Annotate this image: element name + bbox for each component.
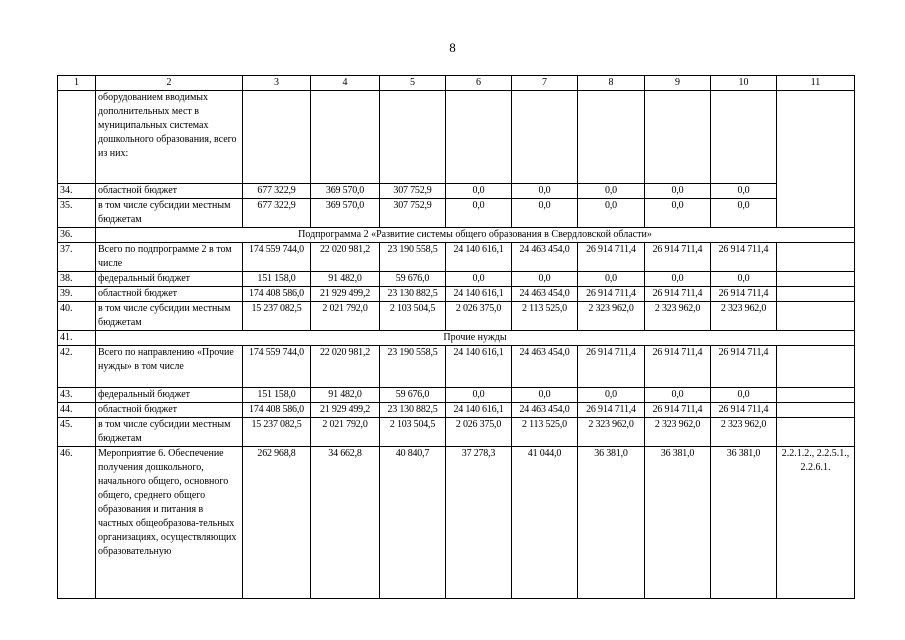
table-row bbox=[58, 403, 855, 418]
value-cell: 15 237 082,5 bbox=[243, 302, 311, 331]
value-cell: 0,0 bbox=[512, 272, 578, 287]
value-cell: 2 323 962,0 bbox=[578, 302, 645, 331]
value-cell: 0,0 bbox=[446, 272, 512, 287]
row-number-cell: 41. bbox=[58, 331, 96, 346]
value-cell: 0,0 bbox=[512, 184, 578, 199]
header-cell: 6 bbox=[446, 76, 512, 91]
value-cell: 2 026 375,0 bbox=[446, 418, 512, 447]
value-cell: 2 021 792,0 bbox=[311, 418, 380, 447]
value-cell: 23 190 558,5 bbox=[380, 346, 446, 388]
value-cell: 174 408 586,0 bbox=[243, 287, 311, 302]
value-cell: 21 929 499,2 bbox=[311, 403, 380, 418]
empty-cell bbox=[512, 91, 578, 184]
row-number-cell: 42. bbox=[58, 346, 96, 388]
value-cell: 0,0 bbox=[578, 199, 645, 228]
row-description: областной бюджет bbox=[96, 184, 243, 199]
header-cell: 9 bbox=[645, 76, 711, 91]
value-cell: 2 103 504,5 bbox=[380, 418, 446, 447]
empty-cell bbox=[711, 91, 777, 184]
value-cell: 21 929 499,2 bbox=[311, 287, 380, 302]
value-cell: 24 463 454,0 bbox=[512, 243, 578, 272]
row-description: областной бюджет bbox=[96, 287, 243, 302]
row-description: федеральный бюджет bbox=[96, 272, 243, 287]
header-row bbox=[58, 76, 855, 91]
header-cell: 7 bbox=[512, 76, 578, 91]
header-cell: 5 bbox=[380, 76, 446, 91]
value-cell: 24 140 616,1 bbox=[446, 243, 512, 272]
ref-cell bbox=[777, 403, 855, 418]
value-cell: 41 044,0 bbox=[512, 447, 578, 599]
value-cell: 2 323 962,0 bbox=[711, 302, 777, 331]
empty-cell bbox=[578, 91, 645, 184]
value-cell: 2 323 962,0 bbox=[711, 418, 777, 447]
value-cell: 26 914 711,4 bbox=[645, 346, 711, 388]
continuation-row bbox=[58, 91, 855, 184]
value-cell: 26 914 711,4 bbox=[711, 346, 777, 388]
value-cell: 307 752,9 bbox=[380, 184, 446, 199]
value-cell: 23 130 882,5 bbox=[380, 287, 446, 302]
table-row bbox=[58, 418, 855, 447]
value-cell: 369 570,0 bbox=[311, 184, 380, 199]
value-cell: 15 237 082,5 bbox=[243, 418, 311, 447]
value-cell: 369 570,0 bbox=[311, 199, 380, 228]
row-description: федеральный бюджет bbox=[96, 388, 243, 403]
value-cell: 26 914 711,4 bbox=[711, 243, 777, 272]
ref-cell bbox=[777, 91, 855, 228]
value-cell: 24 463 454,0 bbox=[512, 403, 578, 418]
row-description: областной бюджет bbox=[96, 403, 243, 418]
value-cell: 36 381,0 bbox=[578, 447, 645, 599]
header-cell: 1 bbox=[58, 76, 96, 91]
value-cell: 23 130 882,5 bbox=[380, 403, 446, 418]
row-number-cell: 36. bbox=[58, 228, 96, 243]
page-number: 8 bbox=[449, 40, 456, 55]
ref-cell bbox=[777, 418, 855, 447]
header-cell: 10 bbox=[711, 76, 777, 91]
value-cell: 0,0 bbox=[578, 184, 645, 199]
ref-cell: 2.2.1.2., 2.2.5.1., 2.2.6.1. bbox=[777, 447, 855, 599]
section-header: Прочие нужды bbox=[96, 331, 855, 346]
row-description: оборудованием вводимых дополнительных мест в муниципальных системах дошкольного образования, всего из них: bbox=[96, 91, 243, 184]
empty-cell bbox=[311, 91, 380, 184]
ref-cell bbox=[777, 388, 855, 403]
value-cell: 91 482,0 bbox=[311, 272, 380, 287]
value-cell: 2 323 962,0 bbox=[645, 418, 711, 447]
value-cell: 26 914 711,4 bbox=[578, 403, 645, 418]
value-cell: 22 020 981,2 bbox=[311, 243, 380, 272]
value-cell: 24 140 616,1 bbox=[446, 287, 512, 302]
value-cell: 26 914 711,4 bbox=[711, 287, 777, 302]
section-header: Подпрограмма 2 «Развитие системы общего образования в Свердловской области» bbox=[96, 228, 855, 243]
value-cell: 2 026 375,0 bbox=[446, 302, 512, 331]
table-row bbox=[58, 331, 855, 346]
value-cell: 262 968,8 bbox=[243, 447, 311, 599]
row-number-cell: 38. bbox=[58, 272, 96, 287]
value-cell: 24 463 454,0 bbox=[512, 287, 578, 302]
row-number-cell bbox=[58, 91, 96, 184]
row-number-cell: 44. bbox=[58, 403, 96, 418]
row-number-cell: 40. bbox=[58, 302, 96, 331]
row-description: в том числе субсидии местным бюджетам bbox=[96, 199, 243, 228]
ref-cell bbox=[777, 346, 855, 388]
row-number-cell: 37. bbox=[58, 243, 96, 272]
value-cell: 2 113 525,0 bbox=[512, 302, 578, 331]
value-cell: 59 676,0 bbox=[380, 272, 446, 287]
value-cell: 0,0 bbox=[512, 199, 578, 228]
ref-cell bbox=[777, 287, 855, 302]
value-cell: 174 408 586,0 bbox=[243, 403, 311, 418]
ref-cell bbox=[777, 243, 855, 272]
value-cell: 0,0 bbox=[578, 272, 645, 287]
ref-cell bbox=[777, 272, 855, 287]
empty-cell bbox=[243, 91, 311, 184]
value-cell: 24 140 616,1 bbox=[446, 346, 512, 388]
value-cell: 0,0 bbox=[711, 199, 777, 228]
value-cell: 0,0 bbox=[645, 199, 711, 228]
table-row bbox=[58, 199, 855, 228]
value-cell: 0,0 bbox=[711, 388, 777, 403]
value-cell: 0,0 bbox=[645, 184, 711, 199]
ref-cell bbox=[777, 302, 855, 331]
row-number-cell: 34. bbox=[58, 184, 96, 199]
value-cell: 91 482,0 bbox=[311, 388, 380, 403]
value-cell: 40 840,7 bbox=[380, 447, 446, 599]
row-number-cell: 46. bbox=[58, 447, 96, 599]
empty-cell bbox=[645, 91, 711, 184]
value-cell: 0,0 bbox=[711, 184, 777, 199]
table-row bbox=[58, 447, 855, 599]
value-cell: 26 914 711,4 bbox=[645, 287, 711, 302]
value-cell: 174 559 744,0 bbox=[243, 243, 311, 272]
value-cell: 307 752,9 bbox=[380, 199, 446, 228]
header-cell: 8 bbox=[578, 76, 645, 91]
value-cell: 677 322,9 bbox=[243, 184, 311, 199]
value-cell: 2 021 792,0 bbox=[311, 302, 380, 331]
row-description: Мероприятие 6. Обеспечение получения дошкольного, начального общего, основного общего, среднего общего образования и питания в частных общеобразова-тельных организациях, осуществляющих образовательную bbox=[96, 447, 243, 599]
header-cell: 11 bbox=[777, 76, 855, 91]
value-cell: 37 278,3 bbox=[446, 447, 512, 599]
row-number-cell: 43. bbox=[58, 388, 96, 403]
value-cell: 34 662,8 bbox=[311, 447, 380, 599]
value-cell: 36 381,0 bbox=[645, 447, 711, 599]
table-row bbox=[58, 388, 855, 403]
table-row bbox=[58, 243, 855, 272]
value-cell: 0,0 bbox=[446, 199, 512, 228]
value-cell: 26 914 711,4 bbox=[645, 243, 711, 272]
row-description: Всего по направлению «Прочие нужды» в том числе bbox=[96, 346, 243, 388]
table-body bbox=[58, 76, 855, 599]
row-number-cell: 45. bbox=[58, 418, 96, 447]
budget-table bbox=[57, 75, 855, 599]
value-cell: 174 559 744,0 bbox=[243, 346, 311, 388]
table-row bbox=[58, 287, 855, 302]
empty-cell bbox=[446, 91, 512, 184]
row-number-cell: 39. bbox=[58, 287, 96, 302]
table-row bbox=[58, 302, 855, 331]
table-row bbox=[58, 184, 855, 199]
value-cell: 24 140 616,1 bbox=[446, 403, 512, 418]
value-cell: 23 190 558,5 bbox=[380, 243, 446, 272]
row-description: Всего по подпрограмме 2 в том числе bbox=[96, 243, 243, 272]
value-cell: 2 323 962,0 bbox=[645, 302, 711, 331]
value-cell: 26 914 711,4 bbox=[645, 403, 711, 418]
table-row bbox=[58, 346, 855, 388]
value-cell: 0,0 bbox=[512, 388, 578, 403]
table-row bbox=[58, 228, 855, 243]
value-cell: 2 323 962,0 bbox=[578, 418, 645, 447]
header-cell: 2 bbox=[96, 76, 243, 91]
value-cell: 22 020 981,2 bbox=[311, 346, 380, 388]
empty-cell bbox=[380, 91, 446, 184]
value-cell: 0,0 bbox=[645, 272, 711, 287]
value-cell: 2 113 525,0 bbox=[512, 418, 578, 447]
row-description: в том числе субсидии местным бюджетам bbox=[96, 302, 243, 331]
value-cell: 0,0 bbox=[446, 388, 512, 403]
value-cell: 0,0 bbox=[578, 388, 645, 403]
table-row bbox=[58, 272, 855, 287]
row-number-cell: 35. bbox=[58, 199, 96, 228]
value-cell: 0,0 bbox=[645, 388, 711, 403]
value-cell: 151 158,0 bbox=[243, 388, 311, 403]
header-cell: 3 bbox=[243, 76, 311, 91]
value-cell: 26 914 711,4 bbox=[578, 346, 645, 388]
value-cell: 24 463 454,0 bbox=[512, 346, 578, 388]
value-cell: 0,0 bbox=[711, 272, 777, 287]
value-cell: 26 914 711,4 bbox=[578, 243, 645, 272]
row-description: в том числе субсидии местным бюджетам bbox=[96, 418, 243, 447]
value-cell: 59 676,0 bbox=[380, 388, 446, 403]
value-cell: 2 103 504,5 bbox=[380, 302, 446, 331]
value-cell: 26 914 711,4 bbox=[711, 403, 777, 418]
value-cell: 26 914 711,4 bbox=[578, 287, 645, 302]
value-cell: 36 381,0 bbox=[711, 447, 777, 599]
header-cell: 4 bbox=[311, 76, 380, 91]
value-cell: 151 158,0 bbox=[243, 272, 311, 287]
value-cell: 0,0 bbox=[446, 184, 512, 199]
value-cell: 677 322,9 bbox=[243, 199, 311, 228]
